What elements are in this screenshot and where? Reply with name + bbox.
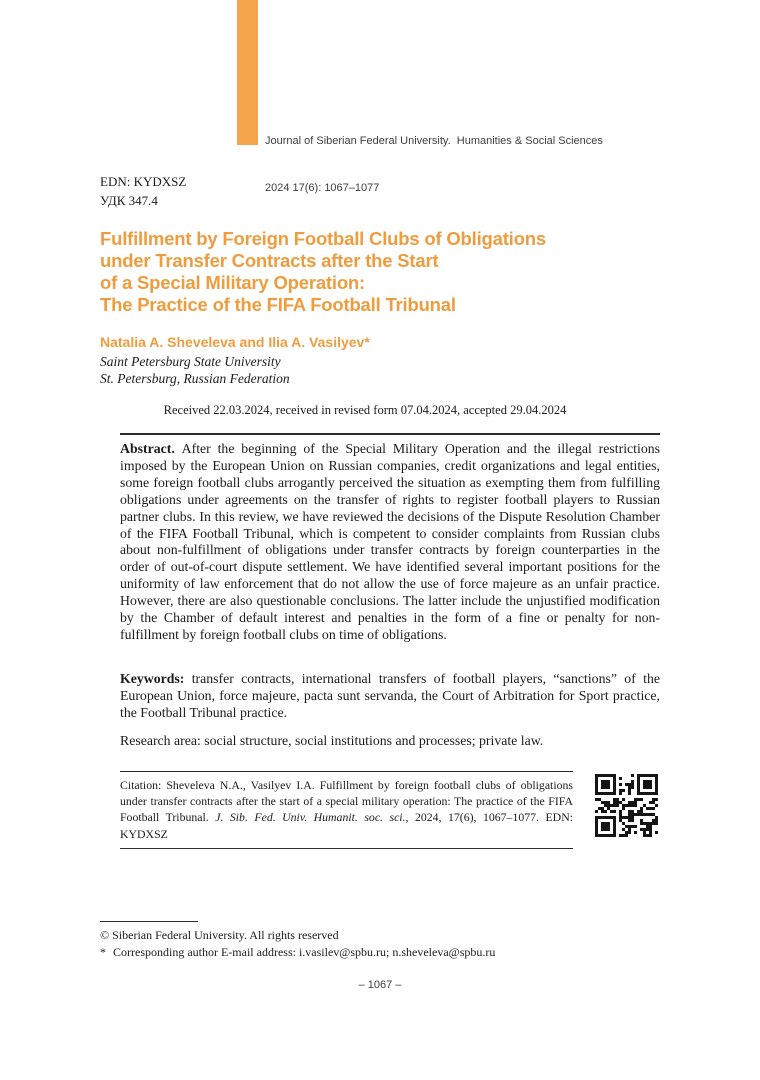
journal-header-line1: Journal of Siberian Federal University. Humanities & Social Sciences [265, 135, 603, 147]
accent-bar [237, 0, 258, 145]
citation-suffix: , 2024, 17(6), 1067–1077. EDN: KYDXSZ [120, 810, 573, 841]
keywords-text: transfer contracts, international transfers of football players, “sanctions” of the European Union, force majeure, pacta sunt servanda, the Court of Arbitration for Sport practice, the Football Tribunal practice. [120, 671, 660, 720]
citation [120, 771, 573, 849]
affiliation-line2: St. Petersburg, Russian Federation [100, 370, 290, 386]
abstract-label: Abstract. [120, 441, 182, 456]
research-area: Research area: social structure, social institutions and processes; private law. [120, 733, 544, 748]
article-title [100, 228, 660, 316]
journal-header [265, 103, 603, 227]
journal-header-line2: 2024 17(6): 1067–1077 [265, 181, 380, 194]
qr-code-icon [595, 774, 658, 837]
article-title-line1: Fulfillment by Foreign Football Clubs of Obligations [100, 228, 546, 249]
article-title-line2: under Transfer Contracts after the Start [100, 250, 439, 271]
corresponding-author-text: Corresponding author E-mail address: i.vasilev@spbu.ru; n.sheveleva@spbu.ru [113, 945, 496, 959]
citation-journal-abbrev: J. Sib. Fed. Univ. Humanit. soc. sci. [215, 810, 406, 825]
page-number: – 1067 – [358, 979, 402, 991]
abstract-text: After the beginning of the Special Military Operation and the illegal restrictions imposed by the European Union on Russian companies, credit organizations and legal entities, some foreign football clubs arrogantly perceived the situation as exempting them from fulfilling obligations under agreements on the transfer of rights to register football players to Russian partner clubs. In this review, we have reviewed the decisions of the Dispute Resolution Chamber of the FIFA Football Tribunal, which is competent to consider complaints from Russian clubs about non-fulfillment of obligations under transfer contracts by foreign counterparties in the order of out-of-court dispute settlement. We have identified several important positions for the uniformity of law enforcement that do not allow the use of force majeure as an unfair practice. However, there are also questionable conclusions. The latter include the unjustified modification by the Chamber of default interest and penalties in the form of a fine or penalty for non-fulfillment by foreign football clubs on time of obligations. [120, 441, 660, 642]
received-dates: Received 22.03.2024, received in revised form 07.04.2024, accepted 29.04.2024 [163, 403, 567, 417]
keywords [120, 671, 660, 722]
affiliation [100, 354, 290, 387]
footnote-asterisk: * [100, 945, 106, 959]
article-title-line4: The Practice of the FIFA Football Tribunal [100, 294, 456, 315]
abstract [120, 433, 660, 644]
article-title-line3: of a Special Military Operation: [100, 272, 365, 293]
footnote-divider [100, 921, 198, 922]
citation-prefix: Citation: Sheveleva N.A., Vasilyev I.A. Fulfillment by foreign football clubs of obligations under transfer contracts after the start of a special military operation: The practice of the FIFA Football Tribunal. [120, 778, 573, 825]
authors-line: Natalia A. Sheveleva and Ilia A. Vasilyev* [100, 334, 370, 350]
corresponding-author-note [100, 944, 495, 960]
edn-code: EDN: KYDXSZ [100, 174, 187, 189]
document-identifiers [100, 173, 186, 210]
udk-code: УДК 347.4 [100, 192, 158, 208]
affiliation-line1: Saint Petersburg State University [100, 354, 281, 369]
keywords-label: Keywords: [120, 671, 192, 686]
copyright-notice: © Siberian Federal University. All rights reserved [100, 928, 339, 942]
